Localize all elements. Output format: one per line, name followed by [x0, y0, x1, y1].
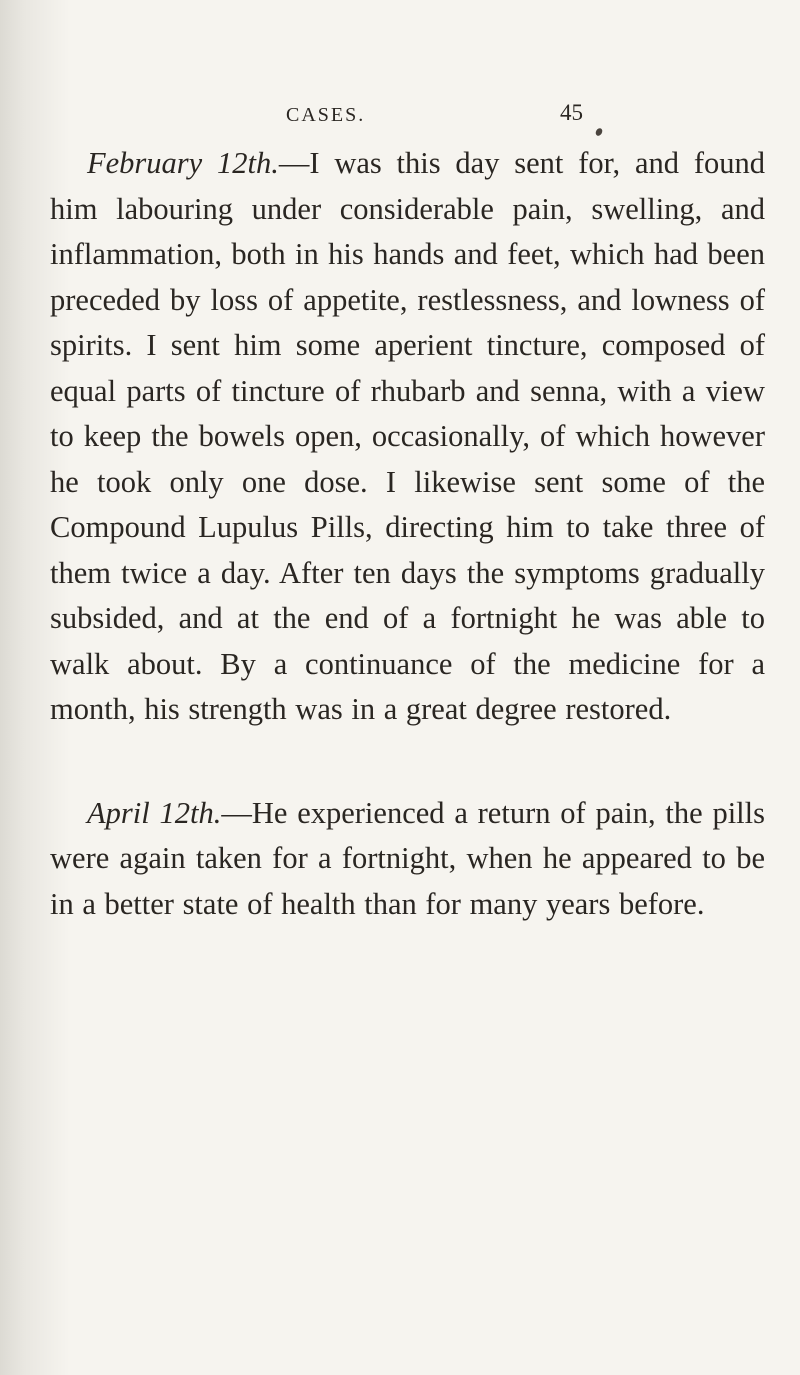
running-head: CASES. — [286, 104, 366, 126]
entry-date: February 12th. — [87, 146, 279, 180]
body-text — [50, 141, 765, 927]
page-header — [0, 100, 800, 140]
entry-paragraph — [50, 791, 765, 928]
page-number: 45 — [560, 100, 583, 125]
entry-text: —I was this day sent for, and found him labouring under considerable pain, swelling, and inflammation, both in his hands and feet, which had been preceded by loss of appetite, restlessness, and lowness of spirits. I sent him some aperient tincture, composed of equal parts of tincture of rhubarb and senna, with a view to keep the bowels open, occasionally, of which however he took only one dose. I likewise sent some of the Compound Lupulus Pills, directing him to take three of them twice a day. After ten days the symptoms gradually subsided, and at the end of a fortnight he was able to walk about. By a continuance of the medicine for a month, his strength was in a great degree restored. — [50, 146, 765, 726]
entry-paragraph — [50, 141, 765, 733]
entry-text: —He experienced a return of pain, the pills were again taken for a fortnight, when he appeared to be in a better state of health than for many years before. — [50, 795, 765, 921]
entry-date: April 12th. — [87, 795, 222, 830]
